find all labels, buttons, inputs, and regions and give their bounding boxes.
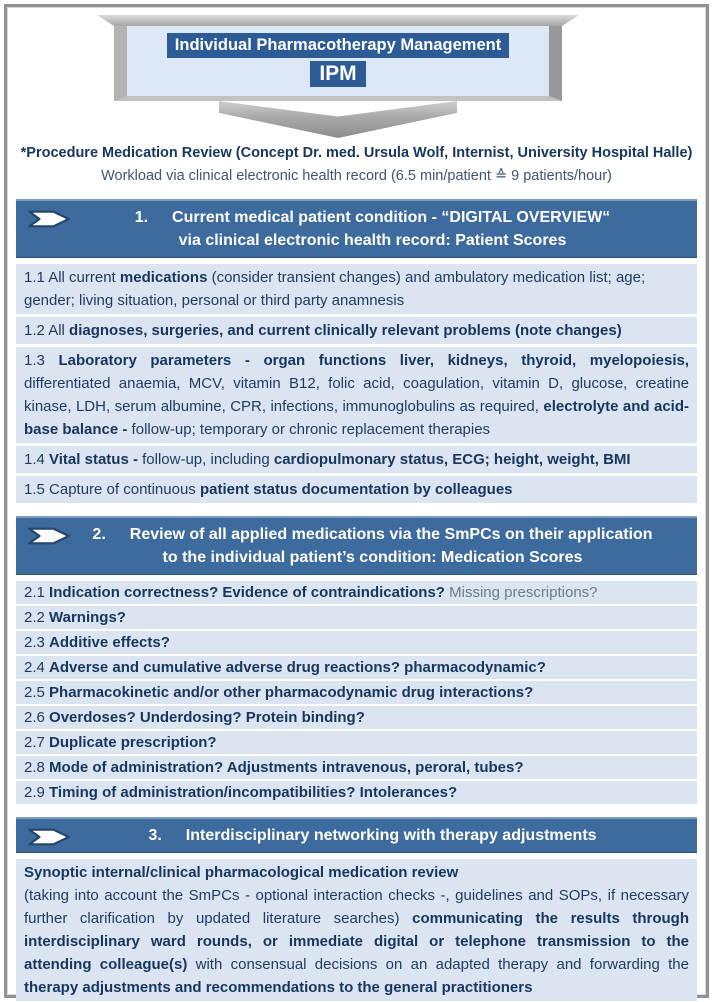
list-item	[16, 656, 697, 679]
text-run: 2.1	[24, 584, 50, 601]
text-run: medications	[119, 269, 208, 286]
list-item	[16, 317, 697, 344]
section-2-header	[16, 516, 697, 575]
banner-acronym	[131, 61, 545, 87]
section-1-body	[16, 264, 697, 503]
credit-line-2: Workload via clinical electronic health record (6.5 min/patient ≙ 9 patients/hour)	[101, 168, 612, 184]
text-run: 1.4	[24, 451, 50, 468]
text-run: follow-up, including	[142, 451, 274, 468]
section-2-number: 2.	[92, 526, 106, 543]
section-1-title-line-2: via clinical electronic health record: Patient Scores	[178, 232, 567, 249]
list-item	[16, 731, 697, 754]
text-run: Indication correctness? Evidence of contraindications?	[49, 584, 445, 601]
section-1-header	[16, 199, 697, 258]
ipm-banner	[114, 15, 562, 138]
list-item	[16, 476, 697, 503]
section-2-title-line-2: to the individual patient’s condition: Medication Scores	[162, 549, 583, 566]
text-run: 2.7	[24, 734, 50, 751]
text-run: follow-up; temporary or chronic replacement therapies	[127, 421, 491, 438]
text-run: Laboratory parameters - organ functions liver, kidneys, thyroid, myelopoiesis,	[58, 352, 689, 369]
text-run: Pharmacokinetic and/or other pharmacodynamic drug interactions?	[49, 684, 534, 701]
summary-paragraph	[16, 859, 697, 1001]
chevron-arrow-icon	[27, 827, 71, 852]
text-run: 2.3	[24, 634, 50, 651]
list-item	[16, 781, 697, 804]
text-run: Adverse and cumulative adverse drug reactions? pharmacodynamic?	[49, 659, 546, 676]
credit-block	[16, 144, 697, 186]
section-1-number: 1.	[134, 209, 149, 226]
page-border	[4, 4, 709, 998]
chevron-arrow-icon	[27, 209, 71, 234]
section-3-header	[16, 817, 697, 853]
section-2-title-row	[76, 523, 669, 546]
chevron-arrow-icon	[27, 526, 71, 551]
banner-top-face	[97, 15, 579, 26]
text-run: cardiopulmonary status, ECG; height, weight, BMI	[273, 451, 631, 468]
banner-acronym-text: IPM	[310, 61, 365, 87]
text-run: Mode of administration? Adjustments intravenous, peroral, tubes?	[49, 759, 524, 776]
text-run: diagnoses, surgeries, and current clinically relevant problems (note changes)	[69, 322, 622, 339]
text-run: Synoptic internal/clinical pharmacological medication review	[24, 864, 459, 881]
list-item	[16, 706, 697, 729]
text-run: Vital status -	[49, 451, 143, 468]
list-item	[16, 681, 697, 704]
banner-box	[114, 26, 562, 101]
text-run: Warnings?	[49, 609, 126, 626]
text-run: 2.9	[24, 784, 50, 801]
text-run: Timing of administration/incompatibilities? Intolerances?	[49, 784, 458, 801]
list-item	[16, 446, 697, 473]
list-item	[16, 347, 697, 443]
text-run: therapy adjustments and recommendations to the general practitioners	[24, 979, 533, 996]
section-2-body	[16, 581, 697, 804]
text-run: (consider transient changes) and ambulatory medication list; age; gender; living situation, personal or third party anamnesis	[24, 269, 646, 309]
text-run: 1.3	[24, 352, 59, 369]
text-run: 2.6	[24, 709, 50, 726]
text-run: differentiated anaemia, MCV, vitamin B12, folic acid, coagulation, vitamin D, glucose, creatine kinase, LDH, serum albumine, CPR, infections, immunoglobulins as required,	[24, 375, 689, 415]
text-run: 1.5 Capture of continuous	[24, 481, 200, 498]
text-run: Missing prescriptions?	[444, 584, 598, 601]
text-run: 1.1 All current	[24, 269, 120, 286]
text-run: Duplicate prescription?	[49, 734, 217, 751]
text-run: Overdoses? Underdosing? Protein binding?	[49, 709, 365, 726]
section-3-number: 3.	[148, 827, 162, 844]
list-item	[16, 631, 697, 654]
banner-title	[131, 33, 545, 58]
list-item	[16, 264, 697, 314]
section-3-body	[16, 859, 697, 1001]
section-1-title-row	[76, 206, 669, 229]
text-run: 1.2 All	[24, 322, 70, 339]
text-run: with consensual decisions on an adapted therapy and forwarding the	[187, 956, 689, 973]
list-item	[16, 581, 697, 604]
credit-line-1: *Procedure Medication Review (Concept Dr. med. Ursula Wolf, Internist, University Hospital Halle)	[20, 145, 693, 161]
section-1-title-line-1: Current medical patient condition - “DIGITAL OVERVIEW“	[172, 209, 611, 226]
section-3-title-row	[76, 824, 669, 847]
text-run: electrolyte and acid-base balance -	[24, 398, 689, 438]
flow-down-arrow-icon	[219, 101, 457, 138]
section-3-title-line-1: Interdisciplinary networking with therapy adjustments	[185, 827, 597, 844]
list-item	[16, 606, 697, 629]
list-item	[16, 756, 697, 779]
text-run: patient status documentation by colleagues	[199, 481, 513, 498]
text-run: communicating the results through interdisciplinary ward rounds, or immediate digital or telephone transmission to the attending colleague(s)	[24, 910, 690, 973]
text-run: (taking into account the SmPCs - optional interaction checks -, guidelines and SOPs, if necessary further clarification by updated literature searches)	[24, 887, 689, 927]
text-run: 2.5	[24, 684, 50, 701]
text-run: 2.8	[24, 759, 50, 776]
text-run: Additive effects?	[49, 634, 170, 651]
section-2-title-line-1: Review of all applied medications via the SmPCs on their application	[129, 526, 653, 543]
banner-title-text: Individual Pharmacotherapy Management	[167, 33, 509, 58]
text-run: 2.4	[24, 659, 50, 676]
text-run: 2.2	[24, 609, 50, 626]
